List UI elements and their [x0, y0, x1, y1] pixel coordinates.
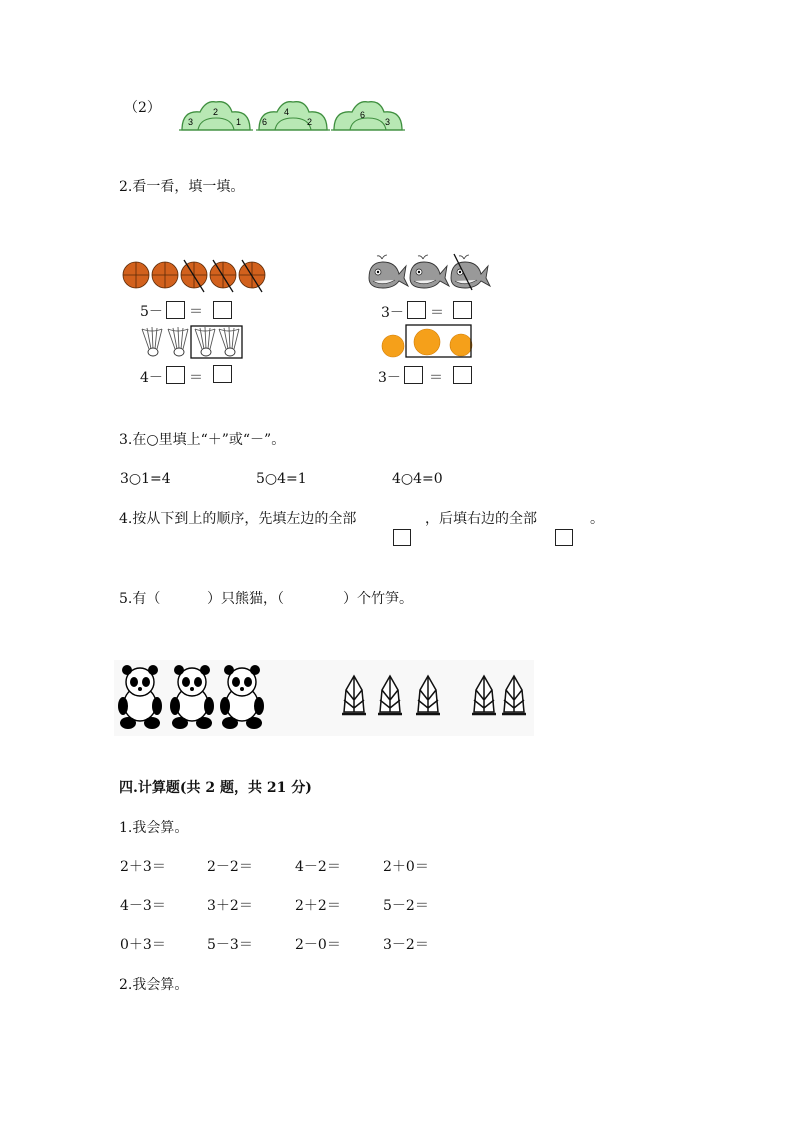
fill-operator-item[interactable]: 3○1=4	[120, 471, 171, 487]
question-title-part: ）个竹笋。	[343, 591, 413, 607]
fill-operator-item[interactable]: 5○4=1	[256, 471, 307, 487]
question-title: 2.我会算。	[119, 977, 189, 993]
equals-sign: ＝	[189, 304, 203, 320]
equals-sign: ＝	[430, 305, 444, 321]
orange-icon	[382, 335, 404, 357]
equation-left: 5－	[140, 304, 163, 320]
flower-figure-2	[253, 98, 333, 138]
orange-icon	[414, 329, 440, 355]
basketballs-figure	[122, 258, 282, 292]
equation-left: 3－	[381, 305, 404, 321]
petal-number: 3	[188, 117, 194, 127]
petal-number: 1	[236, 117, 242, 127]
pandas-bamboo-figure	[114, 660, 534, 736]
answer-box[interactable]	[393, 529, 411, 546]
orange-icon	[450, 334, 472, 356]
section-heading: 四.计算题(共 2 题，共 21 分)	[119, 780, 312, 796]
question-title: 2.看一看，填一填。	[119, 179, 245, 195]
answer-box[interactable]	[166, 366, 185, 384]
calc-item[interactable]: 3＋2＝	[207, 898, 253, 914]
calc-item[interactable]: 2－2＝	[207, 859, 253, 875]
oranges-figure	[380, 324, 476, 360]
answer-box[interactable]	[453, 366, 472, 384]
whales-figure	[366, 254, 490, 294]
calc-item[interactable]: 2＋0＝	[383, 859, 429, 875]
answer-box[interactable]	[213, 301, 232, 319]
answer-box[interactable]	[453, 301, 472, 319]
flower-figure-1	[176, 98, 256, 138]
question-title-part: 4.按从下到上的顺序，先填左边的全部	[119, 511, 357, 527]
question-title-part: ）只熊猫，（	[207, 591, 284, 607]
answer-box[interactable]	[404, 366, 423, 384]
equals-sign: ＝	[429, 370, 443, 386]
equals-sign: ＝	[189, 370, 203, 386]
calc-item[interactable]: 5－2＝	[383, 898, 429, 914]
calc-item[interactable]: 4－2＝	[295, 859, 341, 875]
answer-box[interactable]	[213, 365, 232, 383]
petal-number: 2	[213, 107, 219, 117]
calc-item[interactable]: 4－3＝	[120, 898, 166, 914]
shuttlecocks-figure	[138, 325, 244, 359]
petal-number: 2	[307, 117, 313, 127]
calc-item[interactable]: 5－3＝	[207, 937, 253, 953]
question-title-part: 5.有（	[119, 591, 161, 607]
question-label: （2）	[124, 100, 161, 116]
answer-box[interactable]	[166, 301, 185, 319]
calc-item[interactable]: 3－2＝	[383, 937, 429, 953]
equation-left: 4－	[140, 370, 163, 386]
equation-left: 3－	[378, 370, 401, 386]
whale-icon	[369, 255, 408, 288]
calc-item[interactable]: 2－0＝	[295, 937, 341, 953]
whale-icon	[410, 255, 449, 288]
question-title: 1.我会算。	[119, 820, 189, 836]
calc-item[interactable]: 2＋3＝	[120, 859, 166, 875]
petal-number: 6	[262, 117, 268, 127]
petal-number: 6	[360, 110, 366, 120]
fill-operator-item[interactable]: 4○4=0	[392, 471, 443, 487]
flower-figure-3	[328, 98, 408, 138]
question-title-part: 。	[590, 511, 604, 527]
petal-number: 3	[385, 117, 391, 127]
calc-item[interactable]: 0＋3＝	[120, 937, 166, 953]
question-title-part: ，后填右边的全部	[425, 511, 537, 527]
question-title: 3.在○里填上“＋”或“－”。	[119, 432, 286, 448]
calc-item[interactable]: 2＋2＝	[295, 898, 341, 914]
petal-number: 4	[284, 107, 290, 117]
answer-box[interactable]	[555, 529, 573, 546]
answer-box[interactable]	[407, 301, 426, 319]
